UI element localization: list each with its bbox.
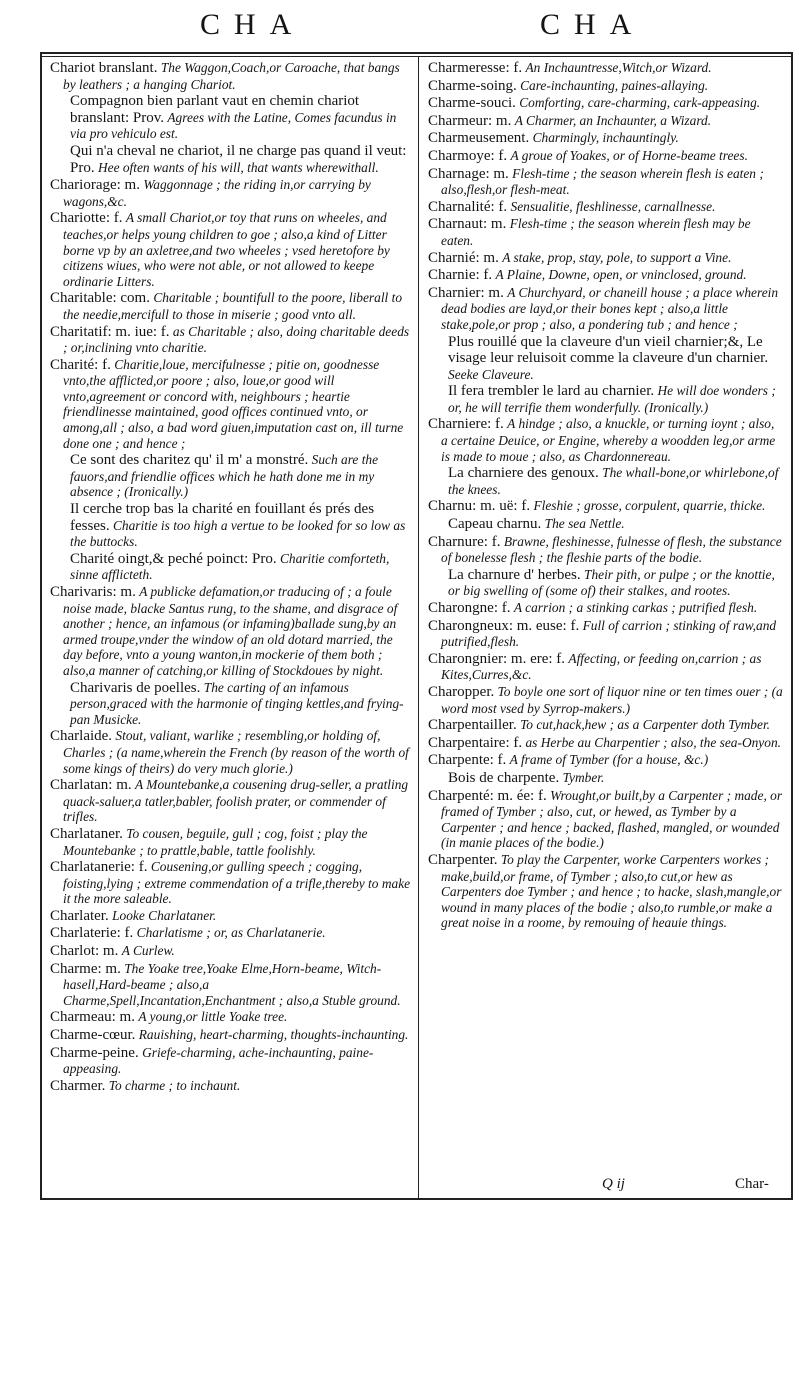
dictionary-entry <box>428 684 784 716</box>
translation: Brawne, fleshinesse, fulnesse of flesh, the substance of bonelesse flesh ; the fleshie parts of the bodie. <box>441 533 782 566</box>
dictionary-entry <box>428 148 784 165</box>
translation: Wrought,or built,by a Carpenter ; made, or framed of Tymber ; also, cut, or hewed, as Tymber by a Carpenter ; and hence ; backed, flashed, mangled, or wounded (in manie places of the bodie.) <box>441 787 783 851</box>
translation: Such are the fauors,and friendlie offices which he hath done me in my absence ; (Ironically.) <box>70 452 379 500</box>
translation: A Mountebanke,a cousening drug-seller, a pratling quack-saluer,a tatler,babler, foolish prater, or commender of trifles. <box>63 777 409 825</box>
translation: Sensualitie, fleshlinesse, carnallnesse. <box>510 198 716 214</box>
dictionary-entry <box>50 728 412 776</box>
sub-entry <box>50 452 412 500</box>
headword: La charnure d' herbes. <box>448 566 581 583</box>
headword: Charlataner. <box>50 825 123 842</box>
translation: Hee often wants of his will, that wants wherewithall. <box>97 159 379 175</box>
headword: Charmer. <box>50 1077 106 1094</box>
translation: To boyle one sort of liquor nine or ten times ouer ; (a word most vsed by Syrrop-makers.) <box>441 683 783 716</box>
sub-entry <box>428 465 784 497</box>
dictionary-entry <box>428 199 784 216</box>
dictionary-entry <box>428 130 784 147</box>
translation: Charitie comforteth, sinne afflicteth. <box>70 550 390 583</box>
translation: A Curlew. <box>121 943 175 959</box>
headword: Charme-souci. <box>428 95 516 112</box>
catchword: Char- <box>735 1176 769 1192</box>
translation: A carrion ; a stinking carkas ; putrified flesh. <box>513 600 758 615</box>
headword: Charpentailler. <box>428 717 517 734</box>
sub-entry <box>428 567 784 599</box>
headword: Capeau charnu. <box>448 516 542 533</box>
dictionary-entry <box>428 651 784 683</box>
sub-entry <box>428 334 784 383</box>
headword: Charitable: com. <box>50 290 150 307</box>
headword: Charme: m. <box>50 960 121 977</box>
headword: Charnie: f. <box>428 267 493 284</box>
translation: Affecting, or feeding on,carrion ; as Kites,Curres,&c. <box>441 650 762 683</box>
dictionary-entry <box>428 717 784 734</box>
translation: A hindge ; also, a knuckle, or turning ioynt ; also, a certaine Deuice, or Engine, whereby a woodden leg,or arme is made to moue ; also, as Chardonnereau. <box>441 416 776 464</box>
headword: Charnier: m. <box>428 284 504 301</box>
translation: The sea Nettle. <box>544 516 625 532</box>
translation: The whall-bone,or whirlebone,of the knees. <box>448 465 779 497</box>
headword: Charivaris de poelles. <box>70 679 201 696</box>
translation: Comforting, care-charming, cark-appeasing. <box>519 95 761 111</box>
sub-entry <box>50 680 412 728</box>
running-head-left: CHA <box>200 8 306 41</box>
sub-entry <box>428 383 784 415</box>
right-rule <box>791 52 793 1200</box>
translation: Waggonnage ; the riding in,or carrying by wagons,&c. <box>63 177 371 209</box>
running-head-right: CHA <box>540 8 646 41</box>
sub-entry <box>50 501 412 550</box>
translation: A young,or little Yoake tree. <box>138 1009 288 1025</box>
dictionary-entry <box>50 859 412 907</box>
dictionary-entry <box>50 177 412 209</box>
sub-entry <box>50 551 412 583</box>
translation: The Yoake tree,Yoake Elme,Horn-beame, Witch-hasell,Hard-beame ; also,a Charme,Spell,Incantation,Enchantment ; also,a Stuble ground. <box>63 960 401 1008</box>
translation: Their pith, or pulpe ; or the knottie, or big swelling of (some of) their stalkes, and rootes. <box>448 566 775 599</box>
headword: Charmoye: f. <box>428 147 508 164</box>
dictionary-entry <box>50 925 412 942</box>
translation: A groue of Yoakes, or of Horne-beame trees. <box>510 147 748 163</box>
translation: Tymber. <box>562 769 605 785</box>
translation: Care-inchaunting, paines-allaying. <box>520 77 709 93</box>
dictionary-entry <box>50 1078 412 1095</box>
headword: Charité: f. <box>50 356 111 373</box>
dictionary-entry <box>50 1027 412 1044</box>
headword: Charongnier: m. ere: f. <box>428 650 566 667</box>
headword: La charniere des genoux. <box>448 465 599 482</box>
dictionary-entry <box>50 60 412 92</box>
dictionary-entry <box>428 852 784 931</box>
dictionary-entry <box>428 752 784 769</box>
headword: Charpente: f. <box>428 752 507 769</box>
dictionary-entry <box>428 618 784 650</box>
headword: Plus rouillé que la claveure d'un vieil charnier;&, Le visage leur reluisoit comme la claveure d'un charnier. <box>448 333 769 367</box>
dictionary-entry <box>50 943 412 960</box>
translation: Full of carrion ; stinking of raw,and putrified,flesh. <box>441 617 777 650</box>
left-column <box>50 60 412 1195</box>
headword: Chariorage: m. <box>50 177 140 194</box>
translation: Charitable ; bountifull to the poore, liberall to the needie,mercifull to those in miserie ; good vnto all. <box>63 290 403 322</box>
dictionary-entry <box>50 1009 412 1026</box>
headword: Charme-peine. <box>50 1044 139 1061</box>
translation: A frame of Tymber (for a house, &c.) <box>509 752 709 768</box>
headword: Charlot: m. <box>50 943 119 960</box>
dictionary-entry <box>50 961 412 1009</box>
translation: A Plaine, Downe, open, or vninclosed, ground. <box>495 267 747 283</box>
dictionary-entry <box>50 584 412 679</box>
headword: Compagnon bien parlant vaut en chemin chariot branslant: Prov. <box>70 93 360 126</box>
dictionary-entry <box>50 777 412 825</box>
dictionary-entry <box>428 788 784 851</box>
headword: Charmeur: m. <box>428 112 512 129</box>
headword: Qui n'a cheval ne chariot, il ne charge pas quand il veut: Pro. <box>70 142 407 176</box>
translation: Seeke Claveure. <box>448 366 534 382</box>
translation: A publicke defamation,or traducing of ; a foule noise made, blacke Santus rung, to the shame, and disgrace of another ; hence, an infamous (or infaming)ballade sung,by an armed troupe,vnder the window of an old dotard married, the day before, vnto a young wanton,in mockerie of them both ; also,a manner of catching,or killing of Stockdoues by night. <box>63 584 398 678</box>
translation: as Herbe au Charpentier ; also, the sea-Onyon. <box>525 734 781 750</box>
dictionary-entry <box>428 416 784 464</box>
translation: Fleshie ; grosse, corpulent, quarrie, thicke. <box>533 498 766 514</box>
translation: Rauishing, heart-charming, thoughts-inchaunting. <box>138 1027 409 1043</box>
dictionary-entry <box>428 166 784 198</box>
headword: Chariot branslant. <box>50 60 158 76</box>
translation: He will doe wonders ; or, he will terrifie them wonderfully. (Ironically.) <box>448 383 776 415</box>
dictionary-entry <box>428 285 784 333</box>
headword: Charmeau: m. <box>50 1009 135 1026</box>
translation: To play the Carpenter, worke Carpenters workes ; make,build,or frame, of Tymber ; also,to cut,or hew as Carpenters doe Tymber ; and hence ; to hacke, slash,mangle,or wound in many places of the bodie ; also,to rumble,or make a great noise in a roome, by remouing of heauie things. <box>441 851 782 931</box>
dictionary-entry <box>428 216 784 248</box>
dictionary-entry <box>50 908 412 925</box>
headword: Charnage: m. <box>428 165 509 182</box>
translation: Flesh-time ; the season wherein flesh is eaten ; also,flesh,or flesh-meat. <box>441 165 764 198</box>
headword: Charpentaire: f. <box>428 734 523 751</box>
headword: Charnaut: m. <box>428 216 507 233</box>
headword: Il fera trembler le lard au charnier. <box>448 383 655 400</box>
sub-entry <box>428 770 784 787</box>
translation: The carting of an infamous person,graced with the harmonie of tinging kettles,and frying-pan Musicke. <box>70 679 404 727</box>
headword: Il cerche trop bas la charité en fouillant és prés des fesses. <box>70 501 375 534</box>
sub-entry <box>50 143 412 176</box>
translation: A Churchyard, or chaneill house ; a place wherein dead bodies are layd,or their bones kept ; also,a little stake,pole,or prop ; also, a pondering tub ; and hence ; <box>441 284 779 332</box>
dictionary-entry <box>50 357 412 452</box>
headword: Charitatif: m. iue: f. <box>50 323 170 340</box>
headword: Ce sont des charitez qu' il m' a monstré. <box>70 452 309 469</box>
column-divider <box>418 56 419 1198</box>
dictionary-entry <box>428 60 784 77</box>
dictionary-entry <box>50 210 412 289</box>
dictionary-entry <box>428 735 784 752</box>
bottom-rule <box>40 1198 793 1200</box>
headword: Charmeusement. <box>428 130 530 147</box>
headword: Bois de charpente. <box>448 769 560 786</box>
headword: Charongneux: m. euse: f. <box>428 617 580 634</box>
headword: Charniere: f. <box>428 416 504 433</box>
sub-entry <box>50 93 412 142</box>
dictionary-entry <box>428 113 784 130</box>
dictionary-entry <box>50 826 412 858</box>
translation: A stake, prop, stay, pole, to support a Vine. <box>502 249 732 265</box>
translation: To cut,hack,hew ; as a Carpenter doth Tymber. <box>520 717 771 733</box>
dictionary-entry <box>428 267 784 284</box>
translation: An Inchauntresse,Witch,or Wizard. <box>525 60 712 75</box>
translation: To cousen, beguile, gull ; cog, foist ; play the Mountebanke ; to prattle,bable, tattle foolishly. <box>63 825 368 858</box>
translation: as Charitable ; also, doing charitable deeds ; or,inclining vnto charitie. <box>63 323 410 356</box>
headword: Charnure: f. <box>428 533 501 550</box>
dictionary-entry <box>428 498 784 515</box>
translation: Cousening,or gulling speech ; cogging, foisting,lying ; extreme commendation of a trifle,thereby to make it the more saleable. <box>63 859 411 907</box>
translation: Stout, valiant, warlike ; resembling,or holding of, Charles ; (a name,wherein the French (by reason of the worth of some kings of theirs) do very much glorie.) <box>63 728 409 776</box>
headword: Charopper. <box>428 683 495 700</box>
headword: Charlatan: m. <box>50 777 132 794</box>
dictionary-entry <box>428 78 784 95</box>
translation: Looke Charlataner. <box>112 907 217 923</box>
top-rule <box>42 52 792 54</box>
translation: Charmingly, inchauntingly. <box>532 130 679 146</box>
headword: Charivaris: m. <box>50 584 136 600</box>
translation: Agrees with the Latine, Comes facundus in via pro vehiculo est. <box>70 109 397 142</box>
translation: To charme ; to inchaunt. <box>108 1077 241 1093</box>
headword: Charité oingt,& peché poinct: Pro. <box>70 550 277 567</box>
dictionary-entry <box>428 95 784 112</box>
dictionary-entry <box>50 290 412 322</box>
headword: Charnié: m. <box>428 249 499 266</box>
headword: Charmeresse: f. <box>428 60 523 76</box>
translation: The Waggon,Coach,or Caroache, that bangs by leathers ; a hanging Chariot. <box>63 60 400 92</box>
headword: Charpenter. <box>428 851 498 868</box>
top-rule-inner <box>42 56 792 57</box>
headword: Charlaterie: f. <box>50 925 134 942</box>
headword: Charme-soing. <box>428 77 517 94</box>
translation: Flesh-time ; the season wherein flesh may be eaten. <box>441 216 751 248</box>
sub-entry <box>428 516 784 533</box>
dictionary-entry <box>50 1045 412 1077</box>
headword: Charlater. <box>50 907 109 924</box>
translation: Charitie,loue, mercifulnesse ; pitie on, goodnesse vnto,the afflicted,or poore ; also, loue,or good will vnto,agreement or concord with, neighbours ; heartie friendlinesse maintained, good offices continued vnto, or among,all ; also, a bad word giuen,imputation cast on, ill turne done one ; and hence ; <box>63 356 404 451</box>
translation: Charitie is too high a vertue to be looked for so low as the buttocks. <box>70 517 406 550</box>
dictionary-entry <box>428 534 784 566</box>
headword: Charnu: m. uë: f. <box>428 498 531 515</box>
translation: Charlatisme ; or, as Charlatanerie. <box>136 925 326 941</box>
headword: Chariotte: f. <box>50 210 123 227</box>
headword: Charongne: f. <box>428 600 511 616</box>
translation: A Charmer, an Inchaunter, a Wizard. <box>514 112 712 128</box>
dictionary-entry <box>428 250 784 267</box>
right-column <box>428 60 784 1195</box>
headword: Charlaide. <box>50 728 113 745</box>
left-rule <box>40 52 42 1200</box>
signature-mark: Q ij <box>602 1176 625 1192</box>
headword: Charpenté: m. ée: f. <box>428 787 547 804</box>
dictionary-entry <box>428 600 784 617</box>
translation: Griefe-charming, ache-inchaunting, paine-appeasing. <box>63 1044 374 1077</box>
headword: Charme-cœur. <box>50 1027 136 1044</box>
headword: Charnalité: f. <box>428 198 508 215</box>
translation: A small Chariot,or toy that runs on wheeles, and teaches,or helps young children to goe ; also,a kind of Litter borne vp by an axletree,and two wheeles ; vsed heretofore by citizens wiues, who were not able, or not allowed to keepe ordinarie Litters. <box>63 210 390 289</box>
headword: Charlatanerie: f. <box>50 859 148 876</box>
dictionary-entry <box>50 324 412 356</box>
